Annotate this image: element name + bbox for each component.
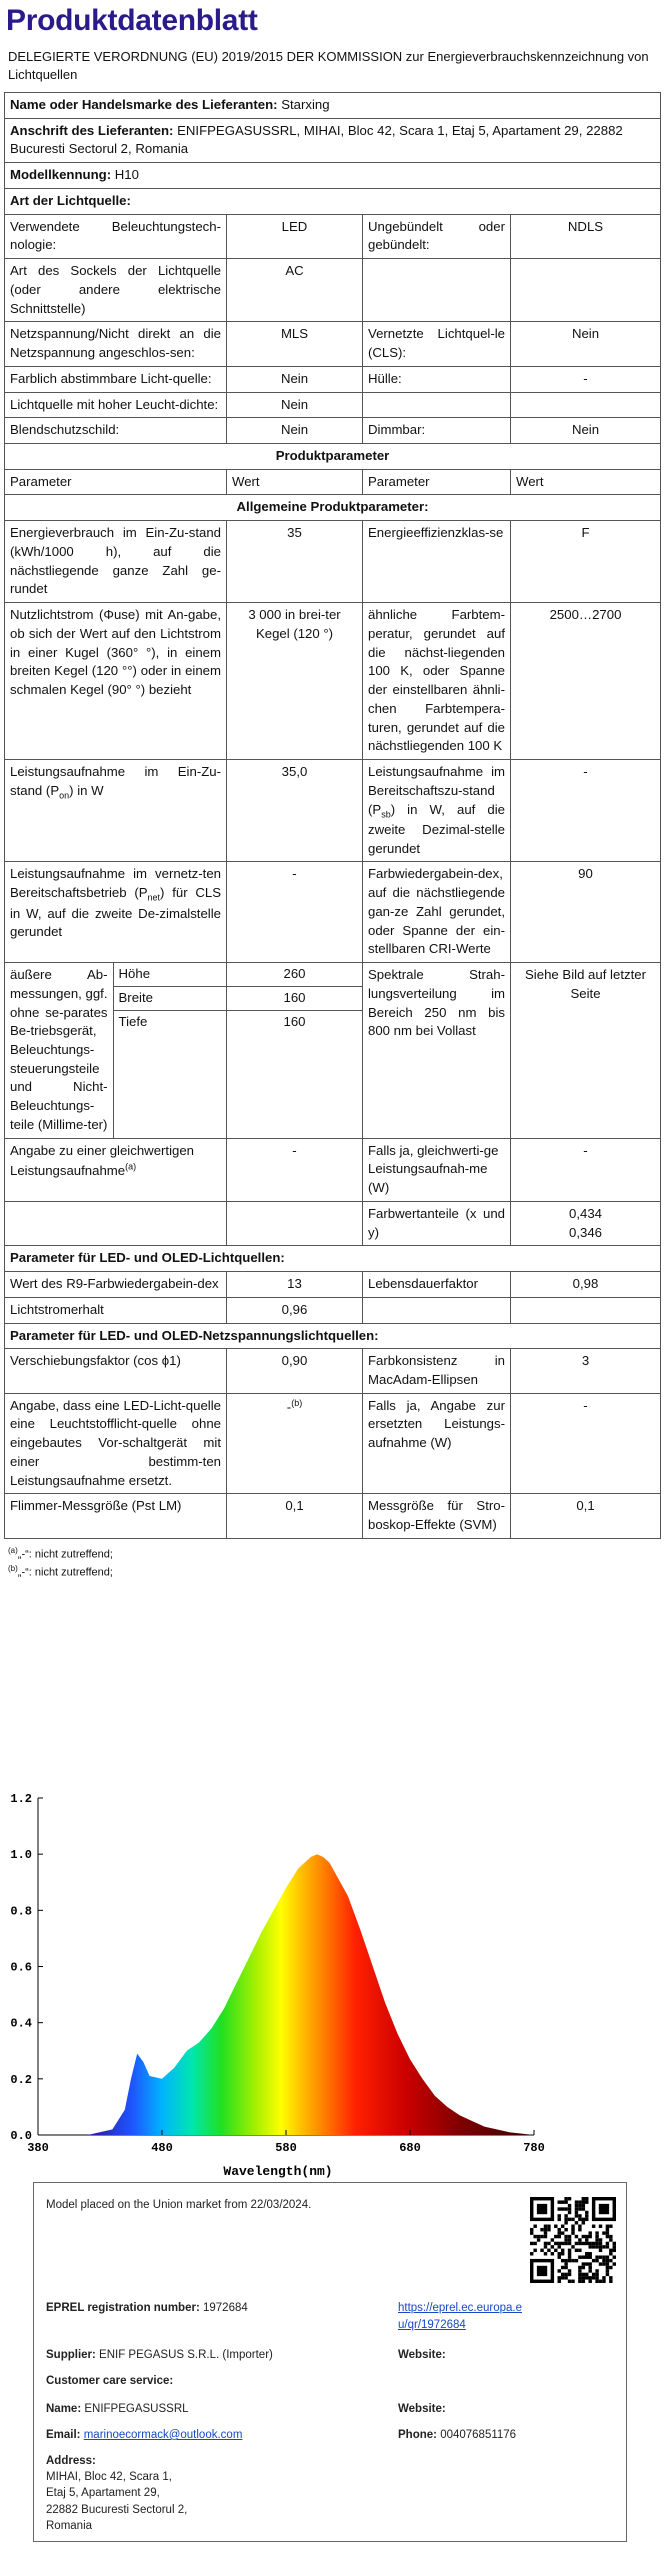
spectral-value: Siehe Bild auf letzter Seite	[511, 963, 661, 1139]
x-tick-label: 480	[151, 2141, 173, 2155]
phone-value: 004076851176	[440, 2429, 517, 2441]
param-value: Nein	[227, 418, 363, 444]
spectral-label: Spektrale Strah-lungsverteilung im Bereich 250 nm bis 800 nm bei Vollast	[363, 963, 511, 1139]
param-label: Verwendete Beleuchtungstech-nologie:	[5, 214, 227, 258]
param-value: 13	[227, 1272, 363, 1298]
equiv-label: Angabe zu einer gleichwertigen Leistungsaufnahme$^{(a)}$	[5, 1138, 227, 1201]
y-tick-label: 0.0	[10, 2129, 32, 2143]
rows2-row	[5, 603, 661, 760]
rows3-row	[5, 1297, 661, 1323]
page-title: Produktdatenblatt	[6, 4, 258, 37]
rows3-row	[5, 1272, 661, 1298]
product-data-table	[4, 92, 661, 1539]
param-value-2: -	[511, 760, 661, 862]
y-tick-label: 1.2	[10, 1792, 32, 1806]
param-label-2: Energieeffizienzklas-se	[363, 521, 511, 603]
param-value: Nein	[227, 366, 363, 392]
param-label-2	[363, 259, 511, 322]
dimension-name: Breite	[114, 987, 227, 1011]
param-value-2: 3	[511, 1349, 661, 1393]
param-value: -$^{(b)}$	[227, 1393, 363, 1494]
section-mls-params: Parameter für LED- und OLED-Netzspannungslichtquellen:	[5, 1323, 661, 1349]
param-label: Leistungsaufnahme im Ein-Zu-stand $(P_{on})$ in W	[5, 760, 227, 862]
param-value-2	[511, 392, 661, 418]
param-label-2: Ungebündelt oder gebündelt:	[363, 214, 511, 258]
y-tick-label: 0.2	[10, 2072, 32, 2087]
param-label-2: Leistungsaufnahme im Bereitschaftszu-stand $(P_{sb})$ in W, auf die zweite Dezimal-stelle gerundet	[363, 760, 511, 862]
param-value: MLS	[227, 322, 363, 366]
param-label: Leistungsaufnahme im vernetz-ten Bereitschaftsbetrieb $(P_{net})$ für CLS in W, auf die zweite De-zimalstelle gerundet	[5, 862, 227, 963]
rows2-row	[5, 862, 661, 963]
equiv-value-2: -	[511, 1138, 661, 1201]
param-label-2: Dimmbar:	[363, 418, 511, 444]
section-light-source-type: Art der Lichtquelle:	[5, 188, 661, 214]
rows4-row	[5, 1393, 661, 1494]
param-value-2: Nein	[511, 418, 661, 444]
param-label: Energieverbrauch im Ein-Zu-stand (kWh/1000 h), auf die nächstliegende ganze Zahl ge-rundet	[5, 521, 227, 603]
email-link[interactable]: marinoecormack@outlook.com	[83, 2429, 243, 2441]
param-value-2	[511, 1297, 661, 1323]
footnote-b: $^{(b)}$„-“: nicht zutreffend;	[8, 1563, 113, 1579]
equiv-label-2: Falls ja, gleichwerti-ge Leistungsaufnah-me (W)	[363, 1138, 511, 1201]
y-tick-label: 0.8	[10, 1904, 32, 1919]
dimension-name: Höhe	[114, 963, 227, 987]
param-label: Art des Sockels der Lichtquelle (oder andere elektrische Schnittstelle)	[5, 259, 227, 322]
supplier-address-row: Anschrift des Lieferanten: ENIFPEGASUSSRL, MIHAI, Bloc 42, Scara 1, Etaj 5, Apartament 29, 22882 Bucuresti Sectorul 2, Romania	[5, 118, 661, 162]
col-header-value: Wert	[227, 469, 363, 495]
y-tick-label: 0.4	[10, 2016, 32, 2031]
dimension-value: 260	[227, 963, 362, 987]
dimension-value: 160	[283, 1013, 306, 1029]
param-label: Lichtstromerhalt	[5, 1297, 227, 1323]
param-label: Nutzlichtstrom (Φuse) mit An-gabe, ob sich der Wert auf den Lichtstrom in einer Kugel (360° °), in einem breiten Kegel (120 °°) oder in einem schmalen Kegel (90° °) bezieht	[5, 603, 227, 760]
param-label: Farblich abstimmbare Licht-quelle:	[5, 366, 227, 392]
param-value-2: Nein	[511, 322, 661, 366]
qr-code-icon[interactable]	[530, 2197, 616, 2283]
supplier-name: Starxing	[281, 97, 330, 112]
col-header-param-2: Parameter	[363, 469, 511, 495]
spectrum-area	[38, 1854, 534, 2135]
rows2-row	[5, 760, 661, 862]
param-value: 35,0	[227, 760, 363, 862]
param-label: Lichtquelle mit hoher Leucht-dichte:	[5, 392, 227, 418]
x-tick-label: 380	[27, 2141, 49, 2155]
model-row: Modellkennung: H10	[5, 163, 661, 189]
param-value-2: 2500…2700	[511, 603, 661, 760]
rows4-row	[5, 1494, 661, 1538]
regulation-text: DELEGIERTE VERORDNUNG (EU) 2019/2015 DER KOMMISSION zur Energieverbrauchskennzeichnung von Lichtquellen	[8, 49, 649, 83]
param-label-2: Farbkonsistenz in MacAdam-Ellipsen	[363, 1349, 511, 1393]
chromaticity-label: Farbwertanteile (x und y)	[363, 1201, 511, 1245]
dimension-value: 160	[227, 987, 362, 1011]
rows1-row	[5, 259, 661, 322]
param-value: 0,96	[227, 1297, 363, 1323]
param-value-2: -	[511, 1393, 661, 1494]
param-label: Flimmer-Messgröße (Pst LM)	[5, 1494, 227, 1538]
eprel-link[interactable]: https://eprel.ec.europa.eu/qr/1972684	[398, 2302, 523, 2331]
customer-care-label: Customer care service:	[46, 2375, 174, 2387]
care-name: ENIFPEGASUSSRL	[84, 2403, 189, 2415]
eprel-info-card: Model placed on the Union market from 22/03/2024. EPREL registration number: 1972684 https://eprel.ec.europa.eu/qr/1972684 Supplier: ENIF PEGASUS S.R.L. (Importer) Website: Customer care service: Name: ENIFPEGASUSSRL Website: Email: marinoecormack@outlook.com Phone: 004076851176 Address: MIHAI, Bloc 42, Scara 1, Etaj 5, Apartament 29, 22882 Bucuresti Sectorul 2, Romania	[33, 2182, 627, 2542]
param-label: Netzspannung/Nicht direkt an die Netzspannung angeschlos-sen:	[5, 322, 227, 366]
chromaticity-value: 0,434 0,346	[511, 1201, 661, 1245]
section-product-params: Produktparameter	[5, 444, 661, 470]
col-header-value-2: Wert	[511, 469, 661, 495]
param-label-2	[363, 392, 511, 418]
rows1-row	[5, 214, 661, 258]
website-label: Website:	[398, 2349, 446, 2361]
param-value: AC	[227, 259, 363, 322]
section-general-params: Allgemeine Produktparameter:	[5, 495, 661, 521]
param-value-2: 0,1	[511, 1494, 661, 1538]
param-value: 0,1	[227, 1494, 363, 1538]
param-label-2: Hülle:	[363, 366, 511, 392]
param-label: Wert des R9-Farbwiedergabein-dex	[5, 1272, 227, 1298]
rows2-row	[5, 521, 661, 603]
param-label-2: Vernetzte Lichtquel-le (CLS):	[363, 322, 511, 366]
param-value: 35	[227, 521, 363, 603]
rows1-row	[5, 392, 661, 418]
param-label-2: Lebensdauerfaktor	[363, 1272, 511, 1298]
param-value-2: NDLS	[511, 214, 661, 258]
address-label: Address:	[46, 2455, 96, 2467]
param-label: Angabe, dass eine LED-Licht-quelle eine Leuchtstofflicht-quelle ohne eingebautes Vor-schaltgerät mit einer bestimm-ten Leistungsaufnahme ersetzt.	[5, 1393, 227, 1494]
supplier-address: ENIFPEGASUSSRL, MIHAI, Bloc 42, Scara 1, Etaj 5, Apartament 29, 22882 Bucuresti Sectorul 2, Romania	[10, 122, 623, 157]
x-axis-label: Wavelength(nm)	[223, 2164, 333, 2179]
param-label-2: Farbwiedergabein-dex, auf die nächstliegende gan-ze Zahl gerundet, oder Spanne der ein-stellbaren CRI-Werte	[363, 862, 511, 963]
dimension-name: Tiefe	[118, 1013, 148, 1029]
dimensions-cell	[5, 963, 227, 1139]
x-tick-label: 780	[523, 2141, 545, 2155]
section-led-params: Parameter für LED- und OLED-Lichtquellen:	[5, 1246, 661, 1272]
param-value-2	[511, 259, 661, 322]
supplier-value: ENIF PEGASUS S.R.L. (Importer)	[99, 2349, 273, 2361]
supplier-name-row: Name oder Handelsmarke des Lieferanten: Starxing	[5, 93, 661, 119]
param-value: LED	[227, 214, 363, 258]
param-value: 3 000 in brei-ter Kegel (120 °)	[227, 603, 363, 760]
param-value: -	[227, 862, 363, 963]
param-value-2: F	[511, 521, 661, 603]
param-value: 0,90	[227, 1349, 363, 1393]
param-label-2: Falls ja, Angabe zur ersetzten Leistungs-aufnahme (W)	[363, 1393, 511, 1494]
spectrum-chart	[0, 1790, 664, 2180]
rows1-row	[5, 418, 661, 444]
param-label-2: Messgröße für Stro-boskop-Effekte (SVM)	[363, 1494, 511, 1538]
rows1-row	[5, 322, 661, 366]
param-value-2: 0,98	[511, 1272, 661, 1298]
param-label-2	[363, 1297, 511, 1323]
footnote-a: $^{(a)}$„-“: nicht zutreffend;	[8, 1545, 113, 1561]
param-value: Nein	[227, 392, 363, 418]
equiv-value: -	[227, 1138, 363, 1201]
col-header-param: Parameter	[5, 469, 227, 495]
eprel-number: 1972684	[203, 2302, 248, 2314]
rows4-row	[5, 1349, 661, 1393]
param-label: Verschiebungsfaktor (cos ϕ1)	[5, 1349, 227, 1393]
param-value-2: 90	[511, 862, 661, 963]
param-label-2: ähnliche Farbtem-peratur, gerundet auf die nächst-liegenden 100 K, oder Spanne der einstellbaren ähnli-chen Farbtempera-turen, gerundet auf die nächstliegenden 100 K	[363, 603, 511, 760]
dimensions-label: äußere Ab-messungen, ggf. ohne se-parates Be-triebsgerät, Beleuchtungs-steuerungsteile und Nicht-Beleuchtungs-teile (Millime-ter)	[5, 963, 113, 1138]
address-value: MIHAI, Bloc 42, Scara 1, Etaj 5, Apartament 29, 22882 Bucuresti Sectorul 2, Romania	[46, 2471, 188, 2532]
rows1-row	[5, 366, 661, 392]
param-value-2: -	[511, 366, 661, 392]
param-label: Blendschutzschild:	[5, 418, 227, 444]
placed-on-market: Model placed on the Union market from 22/03/2024.	[46, 2199, 312, 2211]
y-tick-label: 1.0	[10, 1848, 32, 1863]
model-id: H10	[114, 167, 139, 183]
y-tick-label: 0.6	[10, 1960, 32, 1975]
x-tick-label: 580	[275, 2141, 297, 2155]
x-tick-label: 680	[399, 2141, 421, 2155]
website-label-2: Website:	[398, 2403, 446, 2415]
